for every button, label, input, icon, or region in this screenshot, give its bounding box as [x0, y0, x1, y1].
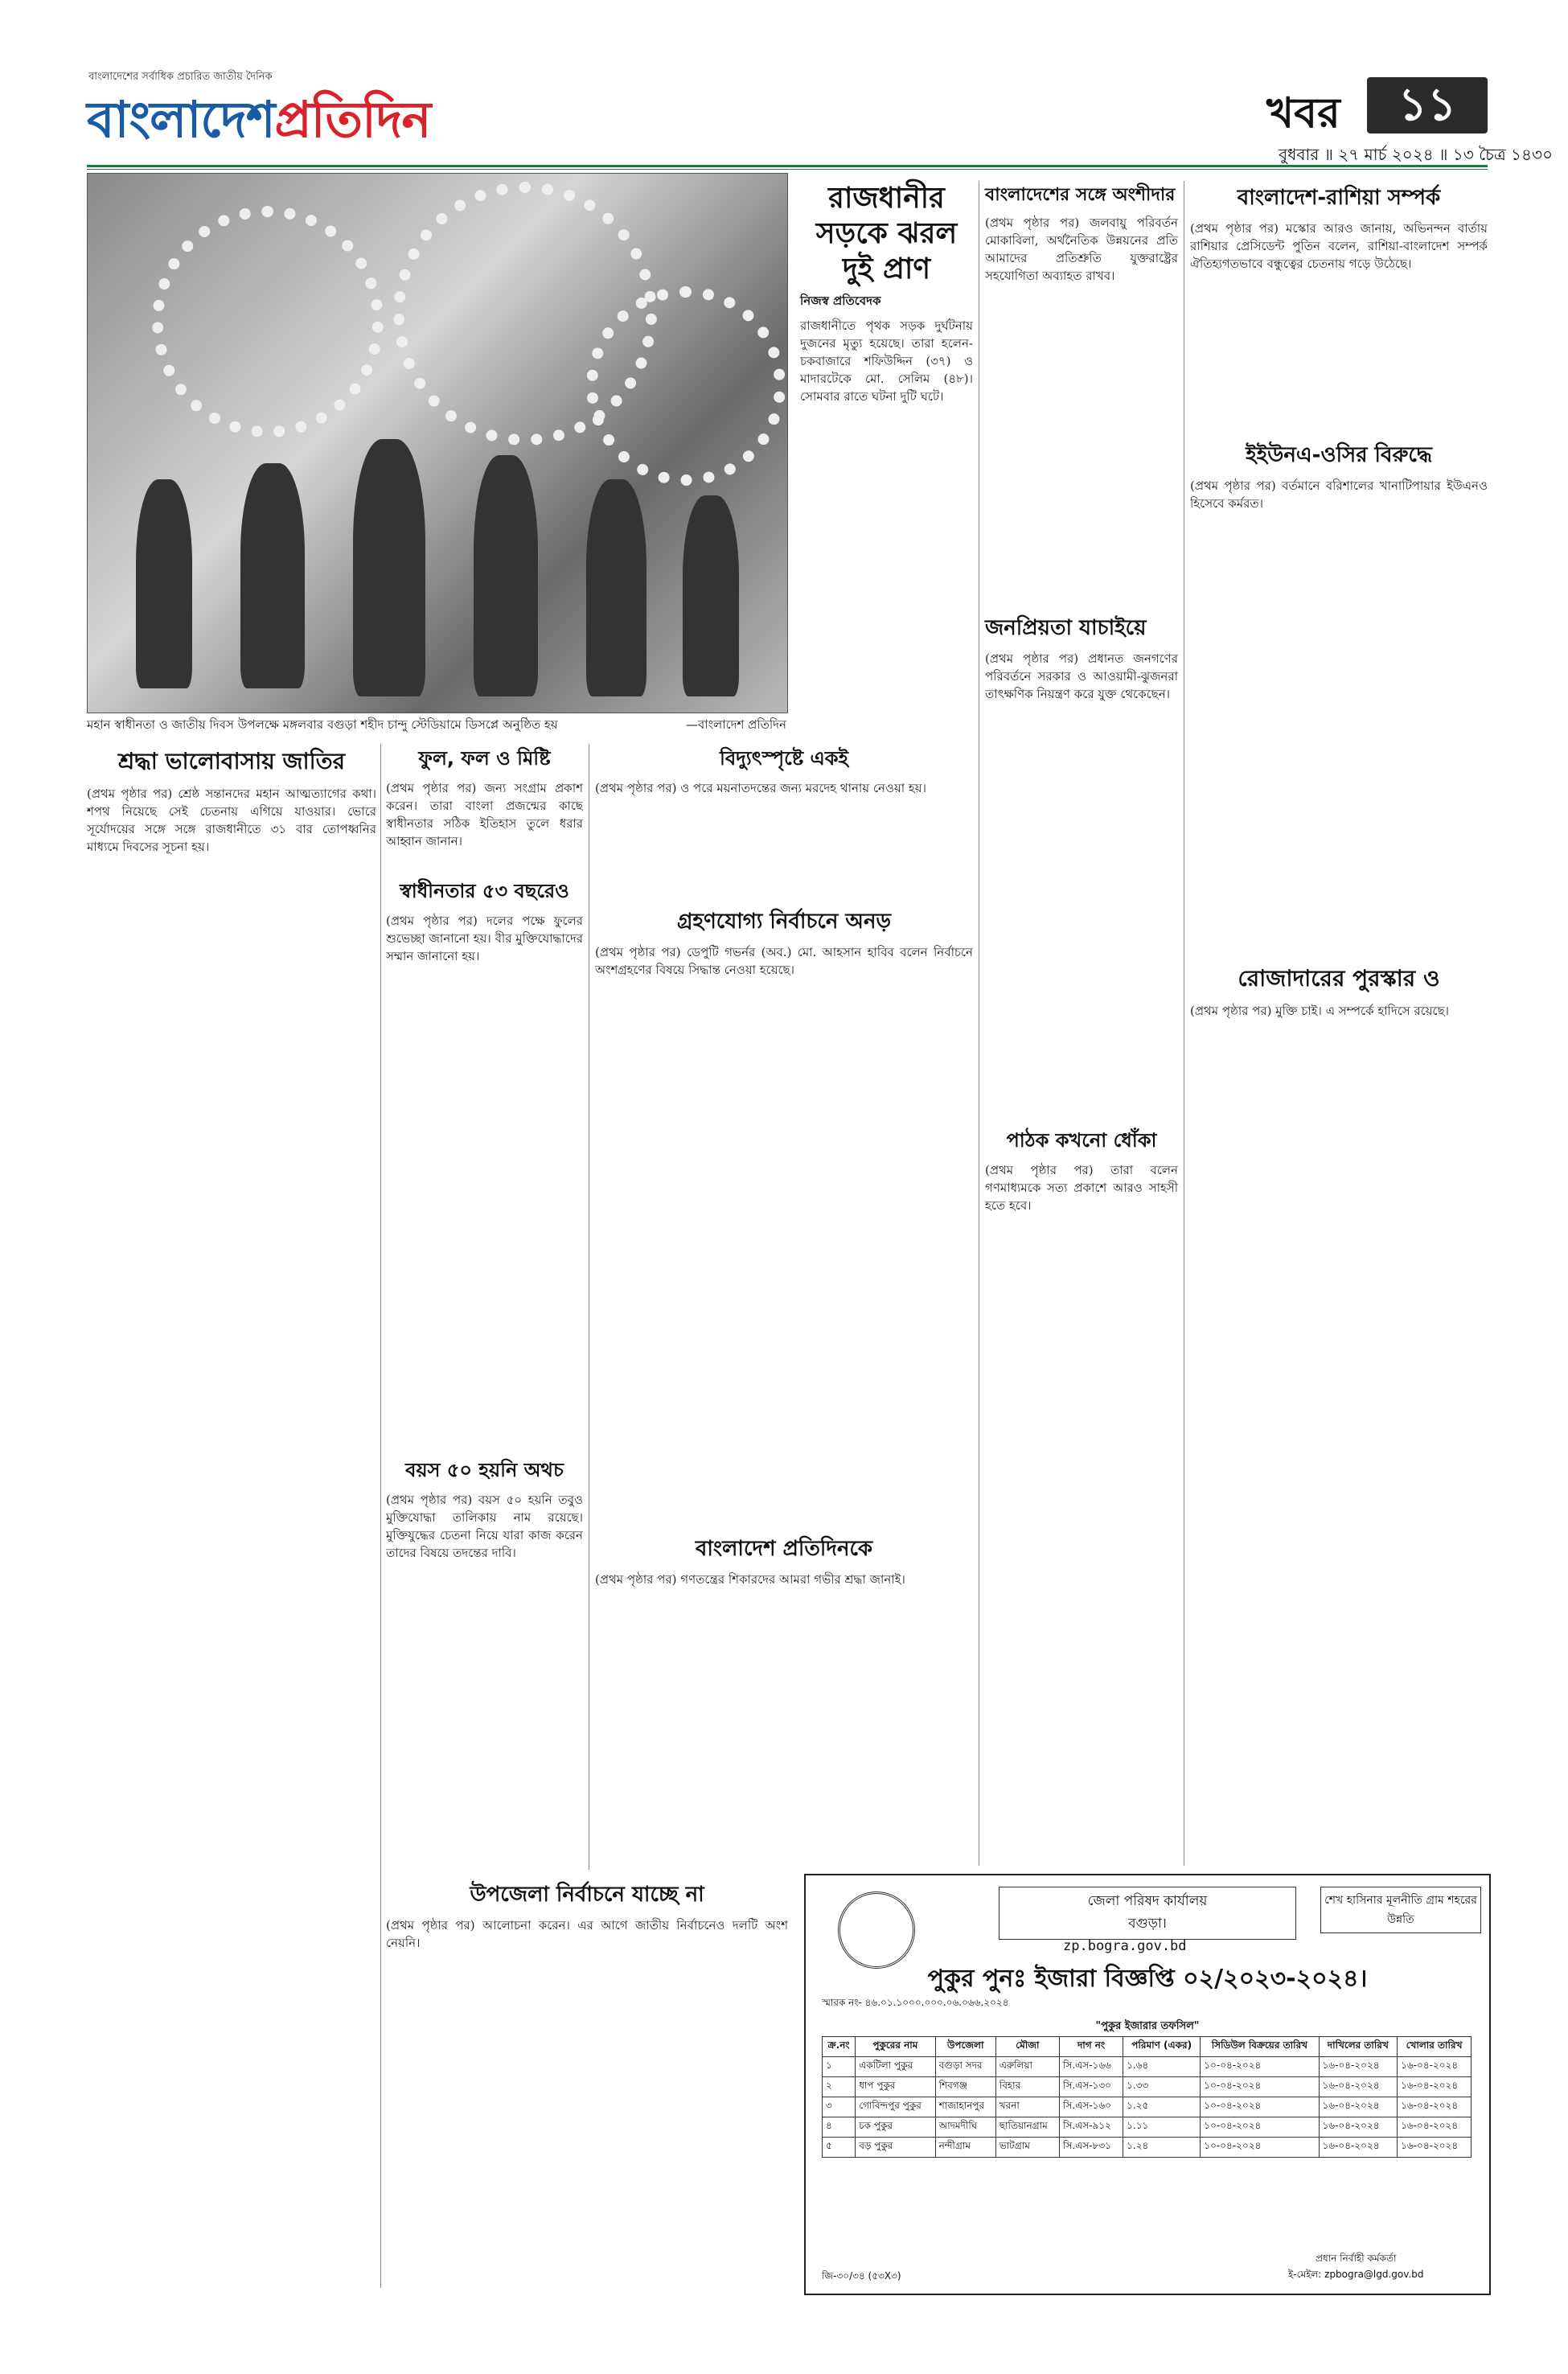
article-body: (প্রথম পৃষ্ঠার পর) দলের পক্ষে ফুলের শুভেচ্ছা জানানো হয়। বীর মুক্তিযোদ্ধাদের সম্মান জানানো হয়।: [386, 914, 583, 963]
article-electrocution: [595, 744, 973, 916]
article-uno: [1190, 438, 1488, 975]
table-cell: ১: [823, 2057, 856, 2077]
table-row: [823, 2057, 1472, 2077]
headline: জনপ্রিয়তা যাচাইয়ে: [985, 616, 1147, 640]
table-cell: শিবগঞ্জ: [935, 2077, 995, 2097]
table-cell: ১০-০৪-২০২৪: [1201, 2057, 1319, 2077]
article-body: (প্রথম পৃষ্ঠার পর) বয়স ৫০ হয়নি তবুও মুক্তিযোদ্ধা তালিকায় নাম রয়েছে। মুক্তিযুদ্ধের চেতনা নিয়ে যারা কাজ করেন তাদের বিষয়ে তদন্তের দাবি।: [386, 1493, 583, 1560]
article-body: (প্রথম পৃষ্ঠার পর) মস্কোর আরও জানায়, অভিনন্দন বার্তায় রাশিয়ার প্রেসিডেন্ট পুতিন বলেন, রাশিয়া-বাংলাদেশ সম্পর্ক ঐতিহ্যগতভাবে বন্ধুত্বের চেতনায় গড়ে উঠেছে।: [1190, 221, 1488, 271]
logo-part-1: বাংলাদেশ: [87, 90, 275, 149]
masthead-rule: [87, 165, 1488, 167]
article-body: (প্রথম পৃষ্ঠার পর) ডেপুটি গভর্নর (অব.) মো. আহসান হাবিব বলেন নির্বাচনে অংশগ্রহণের বিষয়ে সিদ্ধান্ত নেওয়া হয়েছে।: [595, 945, 973, 977]
headline: শ্রদ্ধা ভালোবাসায় জাতির: [117, 748, 346, 774]
photo-figure: [683, 495, 739, 696]
photo-credit: —বাংলাদেশ প্রতিদিন: [685, 717, 786, 732]
table-cell: ১০-০৪-২০২৪: [1201, 2117, 1319, 2138]
article-53-years: [386, 877, 583, 1459]
masthead-rule-thin: [87, 169, 1488, 170]
table-cell: ১৬-০৪-২০২৪: [1398, 2138, 1472, 2158]
article-body: (প্রথম পৃষ্ঠার পর) গণতন্ত্রের শিকারদের আমরা গভীর শ্রদ্ধা জানাই।: [595, 1572, 905, 1587]
headline: রাজধানীর সড়কে ঝরল দুই প্রাণ: [815, 182, 958, 285]
table-cell: চক পুকুর: [856, 2117, 935, 2138]
article-body: (প্রথম পৃষ্ঠার পর) তারা বলেন গণমাধ্যমকে সত্য প্রকাশে আরও সাহসী হতে হবে।: [985, 1163, 1178, 1213]
table-cell: বিহার: [995, 2077, 1059, 2097]
table-cell: বগুড়া সদর: [935, 2057, 995, 2077]
table-cell: ভাটগ্রাম: [995, 2138, 1059, 2158]
table-cell: ১৬-০৪-২০২৪: [1398, 2057, 1472, 2077]
table-cell: ১.২৫: [1123, 2097, 1201, 2117]
dateline: বুধবার ॥ ২৭ মার্চ ২০২৪ ॥ ১৩ চৈত্র ১৪৩০: [1279, 145, 1553, 164]
ad-memo: স্মারক নং- ৪৬.০১.১০০০.০০০.০৬.০৬৬.২০২৪: [822, 1997, 1009, 2008]
article-popularity: [985, 611, 1178, 1132]
article-body: (প্রথম পৃষ্ঠার পর) প্রধানত জনগণের পরিবর্তনে সরকার ও আওয়ামী-ঝুজনরা তাৎক্ষণিক নিয়ন্ত্রণ করে যুক্ত থেকেছেন।: [985, 651, 1178, 701]
column-header: দাখিলের তারিখ: [1319, 2037, 1398, 2057]
table-cell: ৪: [823, 2117, 856, 2138]
article-body: রাজধানীতে পৃথক সড়ক দুর্ঘটনায় দুজনের মৃত্যু হয়েছে। তারা হলেন- চকবাজারে শফিউদ্দিন (৩৭) ও মাদারটেকে মো. সেলিম (৪৮)। সোমবার রাতে ঘটনা দুটি ঘটে।: [800, 318, 973, 404]
column-header: দাগ নং: [1059, 2037, 1123, 2057]
table-cell: ১.৬৪: [1123, 2057, 1201, 2077]
article-body: (প্রথম পৃষ্ঠার পর) শ্রেষ্ঠ সন্তানদের মহান আত্মত্যাগের কথা। শপথ নিয়েছে সেই চেতনায় এগিয়ে যাওয়ার। ভোরে সূর্যোদয়ের সঙ্গে সঙ্গে রাজধানীতে ৩১ বার তোপধ্বনির মাধ্যমে দিবসের সূচনা হয়।: [87, 787, 376, 854]
photo-caption: [87, 716, 786, 736]
byline: নিজস্ব প্রতিবেদক: [800, 294, 881, 308]
table-cell: নন্দীগ্রাম: [935, 2138, 995, 2158]
photo-decoration-ring: [152, 206, 384, 437]
column-header: পুকুরের নাম: [856, 2037, 935, 2057]
column-header: পরিমাণ (একর): [1123, 2037, 1201, 2057]
ad-signatory-block: [1288, 2252, 1424, 2284]
table-cell: ১০-০৪-২০২৪: [1201, 2097, 1319, 2117]
caption-text: মহান স্বাধীনতা ও জাতীয় দিবস উপলক্ষে মঙ্গলবার বগুড়া শহীদ চান্দু স্টেডিয়ামে ডিসপ্লে অনুষ্ঠিত হয়: [87, 717, 558, 732]
article-body: (প্রথম পৃষ্ঠার পর) আলোচনা করেন। এর আগে জাতীয় নির্বাচনেও দলটি অংশ নেয়নি।: [386, 1918, 788, 1950]
photo-figure: [586, 479, 646, 696]
headline: ইইউনএ-ওসির বিরুদ্ধে: [1246, 443, 1432, 467]
column-header: উপজেলা: [935, 2037, 995, 2057]
ad-office: জেলা পরিষদ কার্যালয়: [1087, 1893, 1208, 1909]
ad-table-header: "পুকুর ইজারার তফসিল": [1095, 2020, 1200, 2032]
table-cell: ১৬-০৪-২০২৪: [1319, 2097, 1398, 2117]
article-acceptable-election: [595, 905, 973, 1538]
article-upazila-election: [386, 1878, 788, 2294]
table-cell: ধাপ পুকুর: [856, 2077, 935, 2097]
table-cell: ১৬-০৪-২০২৪: [1319, 2138, 1398, 2158]
article-age-50: [386, 1456, 583, 1885]
tender-advertisement: [804, 1874, 1491, 2295]
headline: স্বাধীনতার ৫৩ বছরেও: [400, 880, 569, 902]
table-cell: একটিলা পুকুর: [856, 2057, 935, 2077]
ad-footer-ref: জি-৩০/৩৪ (৫৩X৩): [822, 2270, 901, 2282]
headline: বাংলাদেশ-রাশিয়া সম্পর্ক: [1237, 186, 1441, 210]
lead-photo: [87, 173, 788, 713]
headline: বাংলাদেশ প্রতিদিনকে: [695, 1537, 873, 1561]
ad-website: zp.bogra.gov.bd: [1063, 1938, 1187, 1954]
pond-lease-table: [822, 2036, 1472, 2158]
article-nation-tribute: [87, 744, 376, 2329]
table-cell: ১.২৪: [1123, 2138, 1201, 2158]
table-cell: সি.এস-৯১২: [1059, 2117, 1123, 2138]
table-cell: সি.এস-৮৩১: [1059, 2138, 1123, 2158]
headline: বাংলাদেশের সঙ্গে অংশীদার: [985, 185, 1176, 205]
headline: রোজাদারের পুরস্কার ও: [1238, 965, 1440, 992]
headline: পাঠক কখনো ধোঁকা: [1006, 1129, 1157, 1152]
photo-figure: [474, 455, 538, 696]
article-body: (প্রথম পৃষ্ঠার পর) ও পরে ময়নাতদন্তের জন্য মরদেহ থানায় নেওয়া হয়।: [595, 781, 926, 795]
headline: ফুল, ফল ও মিষ্টি: [418, 747, 551, 770]
table-row: [823, 2117, 1472, 2138]
section-name: খবর: [1266, 89, 1340, 138]
ad-office-box: [999, 1887, 1296, 1940]
article-body: (প্রথম পৃষ্ঠার পর) জন্য সংগ্রাম প্রকাশ করেন। তারা বাংলা প্রজন্মের কাছে স্বাধীনতার সঠিক ইতিহাস তুলে ধরার আহ্বান জানান।: [386, 781, 583, 848]
table-cell: ১৬-০৪-২০২৪: [1398, 2097, 1472, 2117]
table-cell: সি.এস-১৬৬: [1059, 2057, 1123, 2077]
article-body: (প্রথম পৃষ্ঠার পর) মুক্তি চাই। এ সম্পর্কে হাদিসে রয়েছে।: [1190, 1004, 1450, 1018]
table-cell: গোবিন্দপুর পুকুর: [856, 2097, 935, 2117]
table-cell: ২: [823, 2077, 856, 2097]
article-bd-russia: [1190, 181, 1488, 461]
ad-signatory: প্রধান নির্বাহী কর্মকর্তা: [1316, 2253, 1397, 2264]
table-header-row: [823, 2037, 1472, 2057]
table-row: [823, 2138, 1472, 2158]
table-cell: এরুলিয়া: [995, 2057, 1059, 2077]
ad-email: ই-মেইল: zpbogra@lgd.gov.bd: [1288, 2269, 1424, 2280]
headline: গ্রহণযোগ্য নির্বাচনে অনড়: [676, 910, 892, 934]
table-cell: ১৬-০৪-২০২৪: [1319, 2057, 1398, 2077]
table-cell: ১৬-০৪-২০২৪: [1319, 2117, 1398, 2138]
ad-district: বগুড়া।: [1128, 1916, 1167, 1932]
table-cell: ১৬-০৪-২০২৪: [1398, 2077, 1472, 2097]
table-cell: ৫: [823, 2138, 856, 2158]
article-reader-deceive: [985, 1126, 1178, 1853]
headline: উপজেলা নির্বাচনে যাচ্ছে না: [470, 1883, 704, 1907]
table-cell: খরনা: [995, 2097, 1059, 2117]
article-partner: [985, 181, 1178, 616]
table-cell: ১০-০৪-২০২৪: [1201, 2077, 1319, 2097]
table-cell: ১.৩৩: [1123, 2077, 1201, 2097]
table-row: [823, 2097, 1472, 2117]
ad-slogan: শেখ হাসিনার মূলনীতি গ্রাম শহরের উন্নতি: [1320, 1887, 1481, 1933]
government-seal-icon: [838, 1891, 915, 1969]
photo-figure: [353, 439, 425, 696]
logo-part-2: প্রতিদিন: [274, 90, 431, 149]
photo-figure: [240, 463, 305, 688]
table-cell: সি.এস-১৩০: [1059, 2077, 1123, 2097]
article-road-accident: [800, 181, 973, 767]
table-cell: সি.এস-১৬০: [1059, 2097, 1123, 2117]
table-cell: শাজাহানপুর: [935, 2097, 995, 2117]
table-cell: ১.১১: [1123, 2117, 1201, 2138]
photo-decoration-ring: [586, 286, 786, 486]
ad-title: পুকুর পুনঃ ইজারা বিজ্ঞপ্তি ০২/২০২৩-২০২৪।: [927, 1965, 1368, 1993]
table-cell: ৩: [823, 2097, 856, 2117]
table-cell: আদমদীঘি: [935, 2117, 995, 2138]
article-flowers-fruits: [386, 744, 583, 876]
table-cell: বড় পুকুর: [856, 2138, 935, 2158]
headline: বয়স ৫০ হয়নি অথচ: [405, 1459, 564, 1481]
column-header: মৌজা: [995, 2037, 1059, 2057]
table-cell: ১৬-০৪-২০২৪: [1319, 2077, 1398, 2097]
masthead-logo: [87, 82, 430, 165]
table-cell: ১০-০৪-২০২৪: [1201, 2138, 1319, 2158]
article-body: (প্রথম পৃষ্ঠার পর) বর্তমানে বরিশালের খানাটিপায়ার ইউএনও হিসেবে কর্মরত।: [1190, 478, 1488, 511]
table-cell: ছাতিয়ানগ্রাম: [995, 2117, 1059, 2138]
article-body: (প্রথম পৃষ্ঠার পর) জলবায়ু পরিবর্তন মোকাবিলা, অর্থনৈতিক উন্নয়নের প্রতি আমাদের প্রতিশ্রুতি যুক্তরাষ্ট্রের সহযোগিতা অব্যাহত রাখব।: [985, 216, 1178, 283]
column-header: ক্র.নং: [823, 2037, 856, 2057]
table-cell: ১৬-০৪-২০২৪: [1398, 2117, 1472, 2138]
masthead-tagline: বাংলাদেশের সর্বাধিক প্রচারিত জাতীয় দৈনিক: [88, 71, 273, 83]
column-header: খোলার তারিখ: [1398, 2037, 1472, 2057]
photo-figure: [136, 479, 192, 688]
headline: বিদ্যুৎস্পৃষ্টে একই: [719, 747, 849, 770]
table-row: [823, 2077, 1472, 2097]
article-bd-pratidin: [595, 1532, 973, 1892]
column-header: সিডিউল বিক্রয়ের তারিখ: [1201, 2037, 1319, 2057]
article-fasting-reward: [1190, 961, 1488, 1854]
page-number: ১১: [1367, 77, 1488, 133]
column-divider: [380, 744, 381, 2288]
